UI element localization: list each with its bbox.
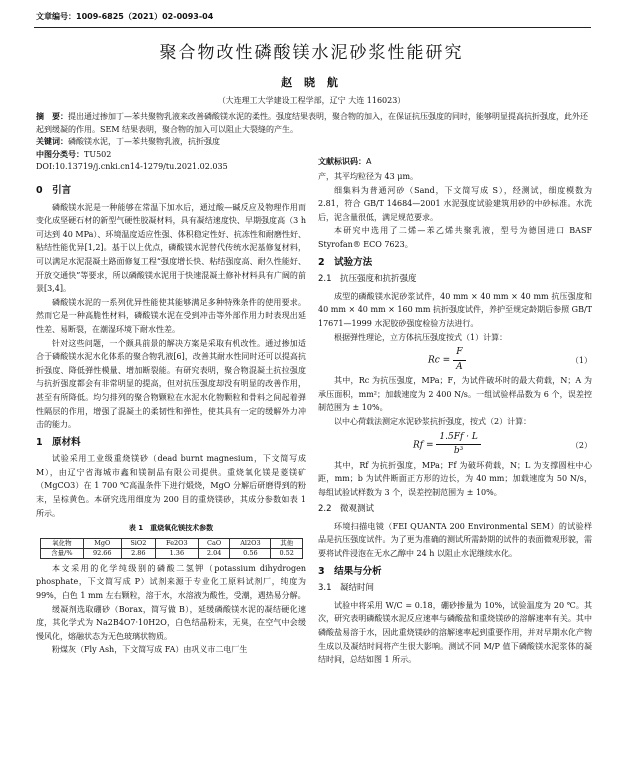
intro-paragraph-3: 针对这些问题，一个颇具前景的解决方案是采取有机改性。通过掺加适合于磷酸镁水泥水化体系的聚合物乳液[6]，改善其耐水性同时还可以提高抗折强度、降低弹性模量、增加断裂能。有研究表明，聚合物混凝土抗拉强度与抗折强度都会有非常明显的提高，但对抗压强度却没有明显的改善作用，甚至有所降低。均匀排列的聚合物颗粒在水泥水化物颗粒和骨料之间起着弹性隔层的作用，增强了混凝土的柔韧性和弹性，使其具有一定的缓解外力冲击的能力。 [36,338,306,430]
table-header-cell: CaO [198,538,230,548]
table-header-cell: 氧化物 [41,538,84,548]
table-cell: 1.36 [155,548,198,558]
right-paragraph-3: 本研究中选用了二烯—苯乙烯共聚乳液，型号为德国进口 BASF Styrofan® ECO 7623。 [318,226,592,249]
author-name: 赵 晓 航 [281,76,342,89]
table-header-cell: Al2O3 [230,538,271,548]
setting-time-paragraph: 试验中将采用 W/C = 0.18，硼砂掺量为 10%，试验温度为 20 ℃。其次，研究表明磷酸镁水泥反应速率与磷酸盐和重烧镁砂的溶解速率有关。其中磷酸盐易溶于水，因此重烧镁砂的溶解速率起到重要作用，并对早期水化产物生成以及凝结时间将产生很大影响。测试不同 M/P 值下磷酸镁水泥浆体的凝结时间，总结如图 1 所示。 [318,600,592,665]
table-cell: 2.86 [121,548,155,558]
table-header-row [41,538,303,548]
materials-paragraph-1: 试验采用工业级重烧镁砂（dead burnt magnesium，下文简写成 M），由辽宁省海城市鑫和镁制品有限公司提供。重烧氧化镁是菱镁矿（MgCO3）在 1 700 ℃高温条件下进行煅烧，MgO 分解后研磨得到的粉末，呈棕黄色。本研究选用细度为 200 目的重烧镁砂，其成分参数如表 1 所示。 [36,454,306,518]
table-header-cell: SiO2 [121,538,155,548]
method-paragraph-2: 根据弹性理论，立方体抗压强度按式（1）计算： [334,332,508,342]
section-2-2-heading: 2.2 微观测试 [318,504,375,515]
equation-2 [318,431,592,457]
equation-1-number: （1） [570,356,592,366]
table-cell: 含量/% [41,548,84,558]
document-number: 文章编号：1009-6825（2021）02-0093-04 [36,12,214,21]
equation-2-expression [413,431,481,459]
table-cell: 0.52 [271,548,303,558]
method-paragraph-5: 其中，Rf 为抗折强度，MPa；Ff 为破坏荷载，N；L 为支撑圆柱中心距，mm；b 为试件断面正方形的边长，为 40 mm；加载速度为 50 N/s，每组试验试样数为 3 个，误差控制范围为 ± 10%。 [318,460,592,497]
abstract [36,111,592,136]
right-paragraph-2: 细集料为普通河砂（Sand，下文简写成 S），经测试，细度模数为 2.81，符合 GB/T 14684—2001 水泥强度试验建筑用砂的中砂标准。水洗后，泥含量很低，满足规范要求。 [318,185,592,222]
sem-paragraph: 环境扫描电镜（FEI QUANTA 200 Environmental SEM）的试验样品是抗压强度试件。为了更为准确的测试所需龄期的试件的表面微观形貌，需要将试件浸泡在无水乙醇中 24 h 以阻止水泥继续水化。 [318,521,592,559]
equation-1 [318,346,592,372]
table-cell: 0.56 [230,548,271,558]
equation-2-number: （2） [570,440,592,450]
clc-value: TU502 [84,149,112,159]
table-header-cell: MgO [83,538,121,548]
table-header-cell: Fe2O3 [155,538,198,548]
right-column [318,170,592,667]
header-rule [34,27,591,28]
table-cell: 92.66 [83,548,121,558]
abstract-block [36,111,592,174]
method-paragraph-1: 成型的磷酸镁水泥砂浆试件，40 mm × 40 mm × 40 mm 抗压强度和 40 mm × 40 mm × 160 mm 抗折强度试件，养护至规定龄期后参照 GB/T 17671—1999 水泥胶砂强度检验方法进行。 [318,291,592,328]
table-1 [40,538,303,559]
affiliation: （大连理工大学建设工程学部，辽宁 大连 116023） [217,96,406,105]
paper-title: 聚合物改性磷酸镁水泥砂浆性能研究 [159,43,464,63]
equation-1-expression [428,346,466,374]
equation-1-fraction [453,346,466,374]
equation-2-lhs: Rf = [413,440,434,451]
equation-2-numerator: 1.5Ff · L [436,431,480,446]
section-1-heading: 1 原材料 [36,436,81,448]
materials-paragraph-3: 缓凝剂选取硼砂（Borax，简写做 B），延缓磷酸镁水泥的凝结硬化速度，其化学式为 Na2B4O7·10H2O，白色结晶粉末，无臭，在空气中会缓慢风化，熔融状态为无色玻璃状物质。 [36,604,306,641]
section-0-heading: 0 引言 [36,185,72,196]
doc-code-label: 文献标识码： [318,157,366,166]
table-row [41,548,303,558]
keywords [36,136,592,149]
keywords-label: 关键词： [36,137,68,146]
document-code [318,156,371,167]
equation-1-denominator: A [456,361,463,372]
section-3-1-heading: 3.1 凝结时间 [318,583,375,594]
left-column [36,180,306,657]
right-paragraph-1: 产，其平均粒径为 43 μm。 [318,172,419,181]
doi: DOI:10.13719/j.cnki.cn14-1279/tu.2021.02.035 [36,162,228,171]
equation-2-fraction [436,431,480,459]
materials-paragraph-4: 粉煤灰（Fly Ash，下文简写成 FA）由巩义市二电厂生 [52,645,248,655]
abstract-text: 提出通过掺加丁—苯共聚物乳液来改善磷酸镁水泥的柔性。强度结果表明，聚合物的加入，在保证抗压强度的同时，能够明显提高抗折强度，此外还起到缓凝的作用。SEM 结果表明，聚合物的加入可以阻止大裂缝的产生。 [36,112,588,134]
clc [36,149,592,162]
intro-paragraph-2: 磷酸镁水泥的一系列优异性能使其能够满足多种特殊条件的使用要求。然而它是一种高脆性材料，磷酸镁水泥在受到冲击等外部作用力时表现出延性差、易断裂，在潮湿环境下耐水性差。 [36,297,306,334]
method-paragraph-4: 以中心荷载法测定水泥砂浆抗折强度，按式（2）计算： [334,416,532,426]
section-2-1-heading: 2.1 抗压强度和抗折强度 [318,274,417,285]
equation-1-numerator: F [453,346,466,361]
section-2-heading: 2 试验方法 [318,256,373,268]
intro-paragraph-1: 磷酸镁水泥是一种能够在常温下加水后，通过酸—碱反应及物理作用而变化成坚硬石材的新型气硬性胶凝材料，具有凝结速度快、早期强度高（3 h 可达到 40 MPa）、环境温度适应性强、体积稳定性好、抗冻性和耐磨性好、粘结性能优异[1,2]。基于以上优点，磷酸镁水泥替代传统水泥基修复材料，可以满足水泥混凝土路面修复工程“强度增长快、粘结强度高、耐久性能好、开放交通快”等要求，所以磷酸镁水泥用于快速混凝土修补材料具有广阔的前景[3,4]。 [36,202,306,294]
table-1-caption: 表 1 重烧氧化镁技术参数 [128,524,214,533]
clc-label: 中图分类号： [36,149,84,159]
materials-paragraph-2: 本文采用的化学纯级别的磷酸二氢钾（potassium dihydrogen phosphate，下文简写成 P）试剂来源于专业化工原料试剂厂，纯度为 99%，白色 1 mm 左右颗粒，溶于水，水溶液为酸性，受潮，遇热易分解。 [36,563,306,601]
table-header-cell: 其他 [271,538,303,548]
equation-2-denominator: b³ [453,446,464,457]
equation-1-lhs: Rc = [428,355,451,366]
abstract-label: 摘 要： [36,112,68,121]
section-3-heading: 3 结果与分析 [318,565,382,577]
method-paragraph-3: 其中，Rc 为抗压强度，MPa；F，为试件破坏时的最大荷载，N；A 为承压面积，mm²；加载速度为 2 400 N/s。一组试验样品数为 6 个，误差控制范围为 ± 10%。 [318,376,592,413]
keywords-text: 磷酸镁水泥，丁—苯共聚物乳液，抗折强度 [68,137,220,146]
table-cell: 2.04 [198,548,230,558]
doc-code-value: A [366,157,372,166]
